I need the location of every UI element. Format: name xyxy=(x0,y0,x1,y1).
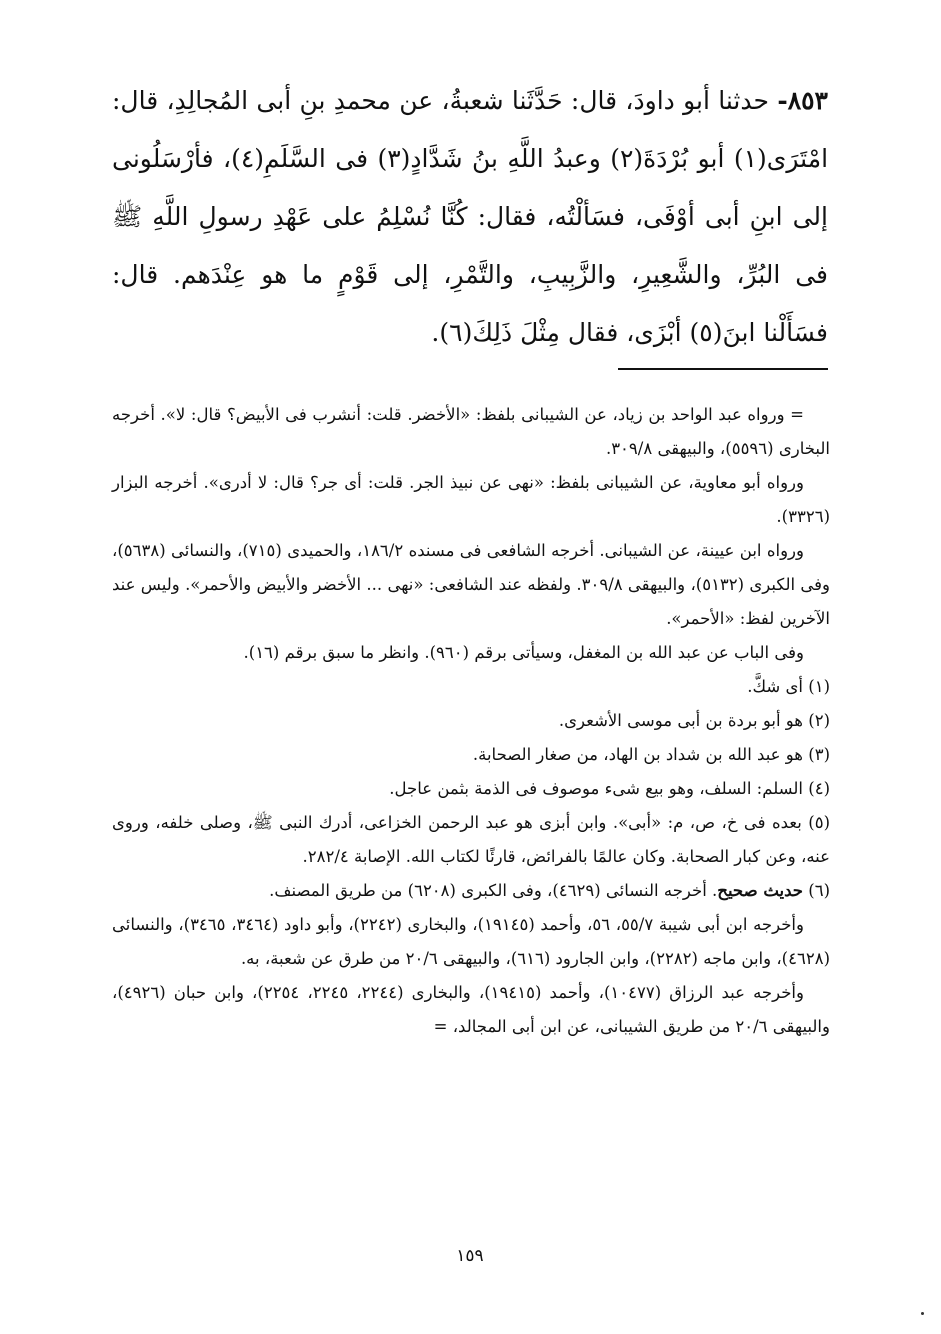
footnote-6-grade: حديث صحيح xyxy=(717,881,803,900)
hadith-number: ٨٥٣- xyxy=(777,86,828,115)
page-number: ١٥٩ xyxy=(456,1246,484,1266)
footnote-6-prefix: (٦) xyxy=(808,881,830,900)
footnote-paragraph: وفى الباب عن عبد الله بن المغفل، وسيأتى برقم (٩٦٠). وانظر ما سبق برقم (١٦). xyxy=(243,643,804,662)
footnote-continuation: = ورواه عبد الواحد بن زياد، عن الشيبانى بلفظ: «الأخضر. قلت: أنشرب فى الأبيض؟ قال: لا». أخرجه البخارى (٥٥٩٦)، والبيهقى ٣٠٩/٨. xyxy=(112,405,830,458)
footnote-1: (١) أى شكَّ. xyxy=(747,677,830,696)
footnote-6-text: . أخرجه النسائى (٤٦٢٩)، وفى الكبرى (٦٢٠٨) من طريق المصنف. xyxy=(269,881,718,900)
footnote-5: (٥) بعده فى خ، ص، م: «أبى». وابن أبزى هو عبد الرحمن الخزاعى، أدرك النبى ﷺ، وصلى خلفه، وروى عنه، وعن كبار الصحابة. وكان عالمًا بالفرائض، قارئًا لكتاب الله. الإصابة ٢٨٢/٤. xyxy=(112,813,830,866)
footnote-6 xyxy=(112,874,830,908)
hadith-text: حدثنا أبو داودَ، قال: حَدَّثَنا شعبةُ، عن محمدِ بنِ أبى المُجالِدِ، قال: امْتَرَى(١) أبو بُرْدَةَ(٢) وعبدُ اللَّهِ بنُ شَدَّادٍ(٣) فى السَّلَمِ(٤)، فأرْسَلُونى إلى ابنِ أبى أوْفَى، فسَألْتُه، فقال: كُنَّا نُسْلِمُ على عَهْدِ رسولِ اللَّهِ ﷺ فى البُرِّ، والشَّعِيرِ، والزَّبِيبِ، والتَّمْرِ، إلى قَوْمٍ ما هو عِنْدَهم. قال: فسَأَلْنا ابنَ(٥) أبْزَى، فقال مِثْلَ ذَلِكَ(٦). xyxy=(112,86,829,347)
footnote-4: (٤) السلم: السلف، وهو بيع شىء موصوف فى الذمة بثمن عاجل. xyxy=(389,779,830,798)
footnote-2: (٢) هو أبو بردة بن أبى موسى الأشعرى. xyxy=(558,711,830,730)
hadith-paragraph xyxy=(112,72,828,362)
footnote-paragraph: وأخرجه عبد الرزاق (١٠٤٧٧)، وأحمد (١٩٤١٥)، والبخارى (٢٢٤٤، ٢٢٤٥، ٢٢٥٤)، وابن حبان (٤٩٢٦)، والبيهقى ٢٠/٦ من طريق الشيبانى، عن ابن أبى المجالد، = xyxy=(112,983,830,1036)
footnote-paragraph: ورواه أبو معاوية، عن الشيبانى بلفظ: «نهى عن نبيذ الجر. قلت: أى جر؟ قال: لا أدرى». أخرجه البزار (٣٣٢٦). xyxy=(112,473,830,526)
footnote-3: (٣) هو عبد الله بن شداد بن الهاد، من صغار الصحابة. xyxy=(472,745,830,764)
footnote-paragraph: ورواه ابن عيينة، عن الشيبانى. أخرجه الشافعى فى مسنده ١٨٦/٢، والحميدى (٧١٥)، والنسائى (٥٦٣٨)، وفى الكبرى (٥١٣٢)، والبيهقى ٣٠٩/٨. ولفظه عند الشافعى: «نهى ... الأخضر والأبيض والأحمر». وليس عند الآخرين لفظ: «الأحمر». xyxy=(112,541,830,628)
scan-dot xyxy=(921,1312,924,1315)
footnote-separator xyxy=(618,368,828,370)
hadith-block xyxy=(112,72,828,362)
footnote-paragraph: وأخرجه ابن أبى شيبة ٥٥/٧، ٥٦، وأحمد (١٩١٤٥)، والبخارى (٢٢٤٢)، وأبو داود (٣٤٦٤، ٣٤٦٥)، والنسائى (٤٦٢٨)، وابن ماجه (٢٢٨٢)، وابن الجارود (٦١٦)، والبيهقى ٢٠/٦ من طرق عن شعبة، به. xyxy=(112,915,830,968)
footnotes xyxy=(112,398,830,1044)
